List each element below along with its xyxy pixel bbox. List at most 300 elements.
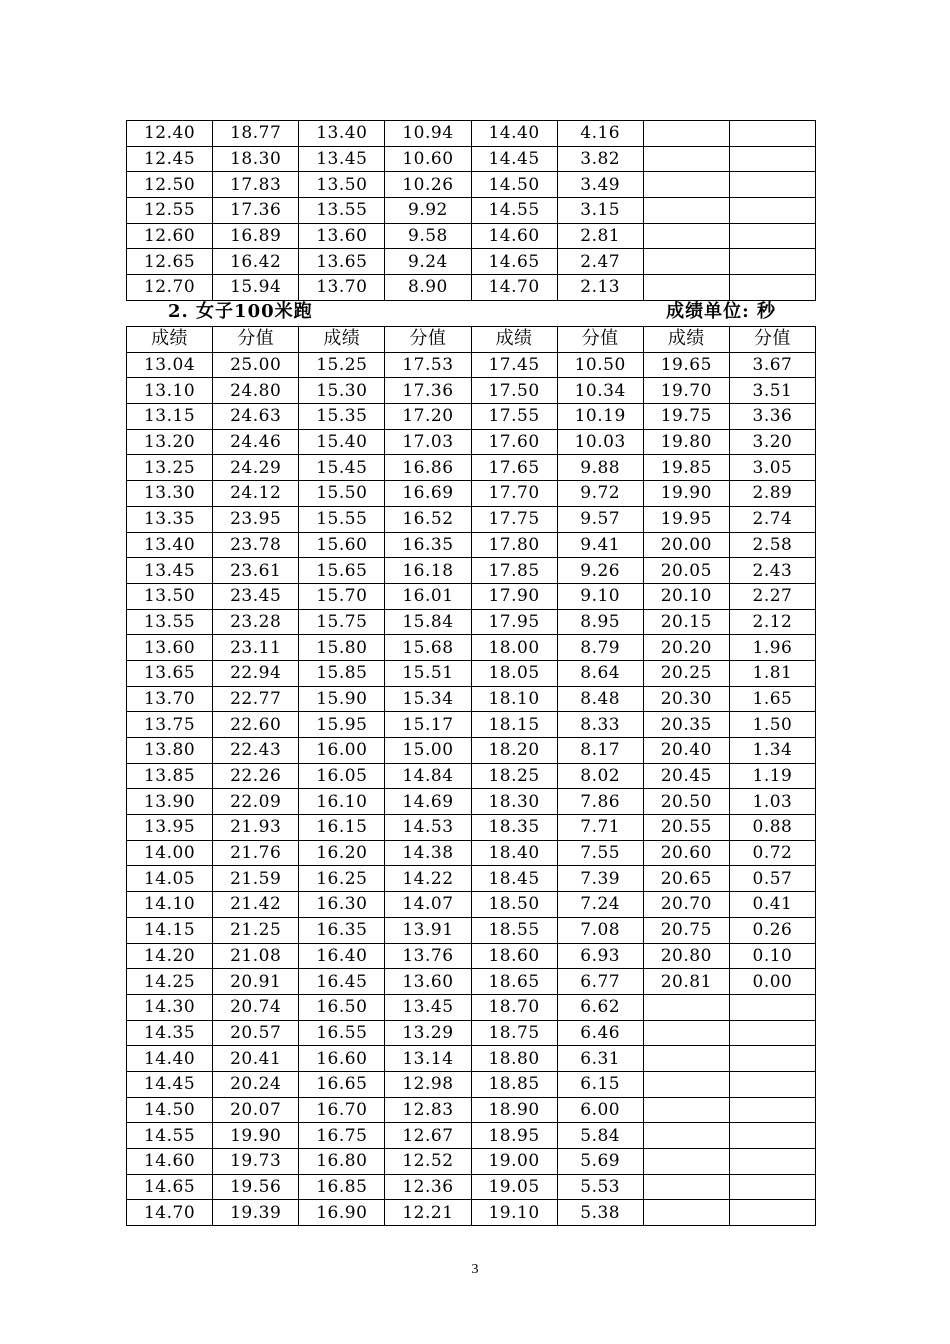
table-cell: 16.60: [299, 1046, 385, 1072]
table-cell: 6.31: [557, 1046, 643, 1072]
table-cell: 15.75: [299, 609, 385, 635]
table-cell: 17.60: [471, 429, 557, 455]
table-cell: 15.17: [385, 712, 471, 738]
table-cell: [729, 1174, 815, 1200]
table-cell: 13.29: [385, 1020, 471, 1046]
table-cell: 15.35: [299, 404, 385, 430]
table-cell: 13.70: [299, 275, 385, 301]
table-cell: 8.17: [557, 738, 643, 764]
table-cell: [729, 146, 815, 172]
table-cell: 9.10: [557, 583, 643, 609]
table-cell: [643, 1200, 729, 1226]
table-row: [127, 943, 816, 969]
table-cell: 6.62: [557, 994, 643, 1020]
table-cell: 17.83: [213, 172, 299, 198]
table-cell: [643, 146, 729, 172]
table-cell: 1.81: [729, 660, 815, 686]
table-cell: 14.50: [127, 1097, 213, 1123]
table-cell: 21.25: [213, 917, 299, 943]
table-cell: 1.96: [729, 635, 815, 661]
table-cell: 12.65: [127, 249, 213, 275]
table-cell: [643, 1097, 729, 1123]
table-cell: 18.95: [471, 1123, 557, 1149]
table-cell: 9.41: [557, 532, 643, 558]
table-row: [127, 969, 816, 995]
table-header-cell: 成绩: [299, 327, 385, 353]
table-cell: 13.55: [299, 198, 385, 224]
table-cell: 18.55: [471, 917, 557, 943]
table-cell: 8.48: [557, 686, 643, 712]
table-cell: 18.60: [471, 943, 557, 969]
table-cell: 15.65: [299, 558, 385, 584]
table-cell: 16.89: [213, 223, 299, 249]
table-cell: 15.94: [213, 275, 299, 301]
table-cell: 15.00: [385, 738, 471, 764]
table-cell: 14.60: [471, 223, 557, 249]
table-cell: 9.57: [557, 506, 643, 532]
table-cell: 3.49: [557, 172, 643, 198]
table-cell: 21.59: [213, 866, 299, 892]
table-row: [127, 1149, 816, 1175]
table-cell: 0.10: [729, 943, 815, 969]
table-cell: 14.40: [471, 121, 557, 147]
table-cell: 21.93: [213, 815, 299, 841]
table-cell: 13.14: [385, 1046, 471, 1072]
table-cell: 12.60: [127, 223, 213, 249]
table-cell: 13.04: [127, 352, 213, 378]
table-cell: 7.08: [557, 917, 643, 943]
table-cell: 18.35: [471, 815, 557, 841]
table-row: [127, 1174, 816, 1200]
table-cell: 19.65: [643, 352, 729, 378]
table-cell: 8.64: [557, 660, 643, 686]
table-cell: 17.03: [385, 429, 471, 455]
table-row: [127, 198, 816, 224]
table-cell: 17.45: [471, 352, 557, 378]
table-cell: [729, 223, 815, 249]
table-cell: 0.00: [729, 969, 815, 995]
table-row: [127, 686, 816, 712]
table-row: [127, 558, 816, 584]
table-cell: 20.05: [643, 558, 729, 584]
table-cell: 14.00: [127, 840, 213, 866]
table-cell: 14.53: [385, 815, 471, 841]
table-cell: 16.25: [299, 866, 385, 892]
table-cell: [729, 121, 815, 147]
table-cell: 18.05: [471, 660, 557, 686]
table-cell: 8.79: [557, 635, 643, 661]
table-cell: 7.39: [557, 866, 643, 892]
table-cell: 7.55: [557, 840, 643, 866]
table-cell: 24.80: [213, 378, 299, 404]
continued-score-table: [126, 120, 816, 301]
table-cell: 12.98: [385, 1071, 471, 1097]
table-cell: 18.75: [471, 1020, 557, 1046]
table-cell: 2.12: [729, 609, 815, 635]
table-cell: 24.63: [213, 404, 299, 430]
table-cell: 3.51: [729, 378, 815, 404]
table-cell: 3.05: [729, 455, 815, 481]
table-cell: 17.36: [213, 198, 299, 224]
table-cell: 13.85: [127, 763, 213, 789]
table-cell: 23.11: [213, 635, 299, 661]
table-cell: 10.03: [557, 429, 643, 455]
table-cell: 9.88: [557, 455, 643, 481]
table-row: [127, 1097, 816, 1123]
table-row: [127, 892, 816, 918]
table-cell: 10.94: [385, 121, 471, 147]
section-title: 2. 女子100米跑: [168, 301, 313, 322]
table-row: [127, 917, 816, 943]
table-cell: 12.21: [385, 1200, 471, 1226]
page-number: 3: [471, 1262, 479, 1277]
table-cell: 14.70: [471, 275, 557, 301]
table-cell: 9.92: [385, 198, 471, 224]
table-cell: 16.52: [385, 506, 471, 532]
continued-score-table-body: [127, 121, 816, 301]
table-row: [127, 506, 816, 532]
table-cell: 20.74: [213, 994, 299, 1020]
table-cell: 19.70: [643, 378, 729, 404]
table-cell: [643, 994, 729, 1020]
table-cell: [643, 172, 729, 198]
table-cell: 23.61: [213, 558, 299, 584]
table-cell: 14.84: [385, 763, 471, 789]
table-cell: 20.07: [213, 1097, 299, 1123]
table-cell: 2.47: [557, 249, 643, 275]
table-cell: 8.90: [385, 275, 471, 301]
table-cell: 17.70: [471, 481, 557, 507]
table-row: [127, 712, 816, 738]
table-cell: 12.52: [385, 1149, 471, 1175]
table-cell: [729, 1149, 815, 1175]
table-cell: 14.45: [471, 146, 557, 172]
table-cell: 23.45: [213, 583, 299, 609]
table-cell: 14.65: [127, 1174, 213, 1200]
table-cell: [729, 172, 815, 198]
table-cell: 20.10: [643, 583, 729, 609]
table-cell: 13.45: [299, 146, 385, 172]
table-cell: 18.50: [471, 892, 557, 918]
table-row: [127, 738, 816, 764]
table-cell: 18.25: [471, 763, 557, 789]
table-cell: 10.26: [385, 172, 471, 198]
table-cell: 13.70: [127, 686, 213, 712]
table-cell: 20.91: [213, 969, 299, 995]
table-row: [127, 249, 816, 275]
table-cell: 16.35: [299, 917, 385, 943]
table-cell: 18.30: [213, 146, 299, 172]
table-cell: 15.85: [299, 660, 385, 686]
table-cell: 15.80: [299, 635, 385, 661]
table-row: [127, 378, 816, 404]
table-cell: 17.65: [471, 455, 557, 481]
table-cell: 18.15: [471, 712, 557, 738]
table-cell: 22.94: [213, 660, 299, 686]
table-cell: 14.55: [127, 1123, 213, 1149]
table-cell: 14.60: [127, 1149, 213, 1175]
table-cell: 9.24: [385, 249, 471, 275]
table-cell: 17.53: [385, 352, 471, 378]
table-row: [127, 223, 816, 249]
table-cell: [643, 1071, 729, 1097]
table-cell: [643, 198, 729, 224]
table-row: [127, 660, 816, 686]
table-cell: 20.20: [643, 635, 729, 661]
table-cell: 21.42: [213, 892, 299, 918]
table-cell: 16.05: [299, 763, 385, 789]
table-cell: 15.34: [385, 686, 471, 712]
table-cell: 17.75: [471, 506, 557, 532]
table-header-cell: 成绩: [471, 327, 557, 353]
table-cell: [729, 249, 815, 275]
table-cell: 5.38: [557, 1200, 643, 1226]
table-cell: 16.80: [299, 1149, 385, 1175]
table-cell: 16.42: [213, 249, 299, 275]
table-cell: 13.25: [127, 455, 213, 481]
table-cell: [729, 1046, 815, 1072]
table-cell: 20.45: [643, 763, 729, 789]
table-cell: 10.19: [557, 404, 643, 430]
table-cell: 0.57: [729, 866, 815, 892]
table-cell: [729, 1200, 815, 1226]
table-cell: 19.80: [643, 429, 729, 455]
table-cell: 19.90: [643, 481, 729, 507]
table-cell: 3.67: [729, 352, 815, 378]
table-row: [127, 532, 816, 558]
table-cell: 15.40: [299, 429, 385, 455]
women-100m-score-table: [126, 326, 816, 1226]
table-cell: 20.40: [643, 738, 729, 764]
table-cell: 12.67: [385, 1123, 471, 1149]
table-row: [127, 172, 816, 198]
table-cell: 6.93: [557, 943, 643, 969]
table-row: [127, 583, 816, 609]
table-cell: 1.03: [729, 789, 815, 815]
table-cell: 19.90: [213, 1123, 299, 1149]
table-cell: [643, 275, 729, 301]
table-cell: 16.70: [299, 1097, 385, 1123]
table-cell: [729, 994, 815, 1020]
table-cell: 20.81: [643, 969, 729, 995]
table-cell: 13.20: [127, 429, 213, 455]
table-cell: 16.45: [299, 969, 385, 995]
table-cell: 15.55: [299, 506, 385, 532]
table-cell: 7.71: [557, 815, 643, 841]
table-cell: 18.90: [471, 1097, 557, 1123]
table-header-cell: 分值: [385, 327, 471, 353]
table-cell: 12.70: [127, 275, 213, 301]
table-cell: 17.95: [471, 609, 557, 635]
table-cell: 18.20: [471, 738, 557, 764]
table-cell: 24.29: [213, 455, 299, 481]
table-cell: 16.20: [299, 840, 385, 866]
table-cell: 20.00: [643, 532, 729, 558]
table-cell: 25.00: [213, 352, 299, 378]
table-cell: 16.35: [385, 532, 471, 558]
table-cell: 17.36: [385, 378, 471, 404]
table-row: [127, 1123, 816, 1149]
table-cell: 19.56: [213, 1174, 299, 1200]
table-cell: [729, 198, 815, 224]
table-cell: 14.20: [127, 943, 213, 969]
table-cell: 1.34: [729, 738, 815, 764]
table-cell: 14.25: [127, 969, 213, 995]
table-cell: 15.45: [299, 455, 385, 481]
table-cell: 19.75: [643, 404, 729, 430]
table-cell: 13.76: [385, 943, 471, 969]
table-cell: 1.19: [729, 763, 815, 789]
table-cell: 14.15: [127, 917, 213, 943]
table-cell: [643, 223, 729, 249]
table-cell: 13.60: [385, 969, 471, 995]
table-cell: 8.33: [557, 712, 643, 738]
table-cell: 16.30: [299, 892, 385, 918]
table-cell: 8.95: [557, 609, 643, 635]
table-cell: 15.25: [299, 352, 385, 378]
table-cell: 14.30: [127, 994, 213, 1020]
table-cell: 13.50: [127, 583, 213, 609]
table-cell: 2.43: [729, 558, 815, 584]
table-cell: 23.78: [213, 532, 299, 558]
table-cell: 20.55: [643, 815, 729, 841]
table-cell: 16.69: [385, 481, 471, 507]
table-cell: 0.26: [729, 917, 815, 943]
table-cell: 14.35: [127, 1020, 213, 1046]
table-cell: 16.00: [299, 738, 385, 764]
table-row: [127, 275, 816, 301]
table-cell: 5.53: [557, 1174, 643, 1200]
table-cell: 19.00: [471, 1149, 557, 1175]
table-cell: 3.20: [729, 429, 815, 455]
table-cell: 13.80: [127, 738, 213, 764]
table-cell: 14.05: [127, 866, 213, 892]
table-cell: 2.58: [729, 532, 815, 558]
table-cell: 13.95: [127, 815, 213, 841]
table-cell: 18.77: [213, 121, 299, 147]
table-cell: 19.05: [471, 1174, 557, 1200]
table-cell: 6.15: [557, 1071, 643, 1097]
table-cell: [643, 249, 729, 275]
table-cell: 5.84: [557, 1123, 643, 1149]
table-cell: 16.55: [299, 1020, 385, 1046]
table-cell: 13.65: [127, 660, 213, 686]
table-cell: [729, 1020, 815, 1046]
table-cell: 13.35: [127, 506, 213, 532]
table-cell: 20.24: [213, 1071, 299, 1097]
table-cell: 21.08: [213, 943, 299, 969]
table-cell: 14.55: [471, 198, 557, 224]
table-cell: 21.76: [213, 840, 299, 866]
table-cell: 16.85: [299, 1174, 385, 1200]
table-cell: 14.65: [471, 249, 557, 275]
table-cell: [643, 1020, 729, 1046]
table-cell: 20.15: [643, 609, 729, 635]
table-cell: 6.00: [557, 1097, 643, 1123]
table-header-cell: 成绩: [127, 327, 213, 353]
table-cell: 17.90: [471, 583, 557, 609]
score-unit-label: 成绩单位: 秒: [666, 301, 776, 322]
table-cell: 17.80: [471, 532, 557, 558]
table-cell: 22.77: [213, 686, 299, 712]
table-cell: 14.69: [385, 789, 471, 815]
table-header-cell: 分值: [213, 327, 299, 353]
table-cell: 15.70: [299, 583, 385, 609]
table-row: [127, 1071, 816, 1097]
table-cell: 15.90: [299, 686, 385, 712]
table-cell: 10.34: [557, 378, 643, 404]
table-cell: 20.57: [213, 1020, 299, 1046]
table-cell: 18.00: [471, 635, 557, 661]
table-cell: 19.73: [213, 1149, 299, 1175]
table-cell: [643, 1123, 729, 1149]
table-cell: 23.95: [213, 506, 299, 532]
table-cell: 24.46: [213, 429, 299, 455]
table-cell: 12.83: [385, 1097, 471, 1123]
table-cell: 10.50: [557, 352, 643, 378]
table-cell: 0.88: [729, 815, 815, 841]
table-cell: 22.60: [213, 712, 299, 738]
table-row: [127, 121, 816, 147]
table-header-cell: 分值: [557, 327, 643, 353]
table-cell: 19.85: [643, 455, 729, 481]
table-cell: 12.45: [127, 146, 213, 172]
table-cell: 14.38: [385, 840, 471, 866]
table-cell: [729, 1123, 815, 1149]
table-cell: 16.01: [385, 583, 471, 609]
table-cell: 2.81: [557, 223, 643, 249]
table-row: [127, 840, 816, 866]
table-cell: 14.10: [127, 892, 213, 918]
section-heading: [126, 300, 816, 326]
table-cell: 3.82: [557, 146, 643, 172]
table-cell: 13.75: [127, 712, 213, 738]
table-cell: 14.70: [127, 1200, 213, 1226]
table-cell: 16.86: [385, 455, 471, 481]
table-row: [127, 429, 816, 455]
table-cell: 20.65: [643, 866, 729, 892]
table-cell: 15.84: [385, 609, 471, 635]
table-cell: 13.50: [299, 172, 385, 198]
table-cell: 15.50: [299, 481, 385, 507]
table-cell: 17.20: [385, 404, 471, 430]
table-cell: 12.50: [127, 172, 213, 198]
table-cell: 17.85: [471, 558, 557, 584]
table-cell: 14.07: [385, 892, 471, 918]
table-cell: 18.65: [471, 969, 557, 995]
table-cell: 2.89: [729, 481, 815, 507]
table-cell: 3.15: [557, 198, 643, 224]
table-cell: 24.12: [213, 481, 299, 507]
table-cell: 1.65: [729, 686, 815, 712]
table-cell: 13.60: [127, 635, 213, 661]
table-cell: 9.72: [557, 481, 643, 507]
table-cell: 8.02: [557, 763, 643, 789]
table-header-cell: 成绩: [643, 327, 729, 353]
table-cell: 12.55: [127, 198, 213, 224]
women-100m-score-table-body: [127, 327, 816, 1226]
table-cell: [643, 121, 729, 147]
table-cell: 22.43: [213, 738, 299, 764]
table-cell: 9.58: [385, 223, 471, 249]
table-cell: 2.74: [729, 506, 815, 532]
table-cell: 18.80: [471, 1046, 557, 1072]
table-cell: 16.40: [299, 943, 385, 969]
table-cell: 20.25: [643, 660, 729, 686]
table-cell: 0.41: [729, 892, 815, 918]
table-cell: 20.50: [643, 789, 729, 815]
table-cell: [729, 1097, 815, 1123]
